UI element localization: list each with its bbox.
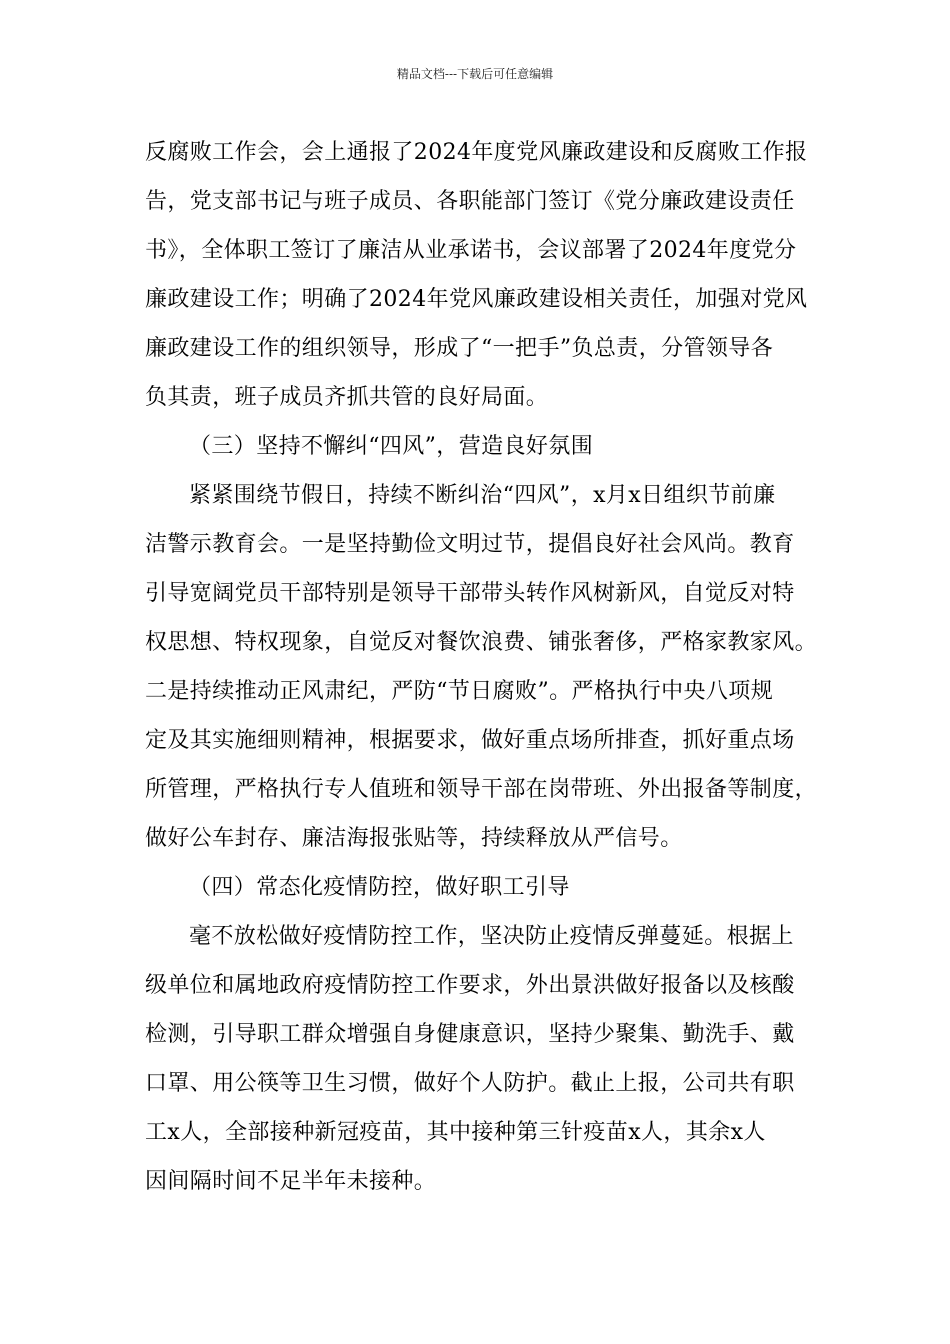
text-line: 二是持续推动正风肃纪，严防“节日腐败”。严格执行中央八项规 xyxy=(145,679,774,704)
text-line: 口罩、用公筷等卫生习惯，做好个人防护。截止上报，公司共有职 xyxy=(145,1071,795,1096)
text-line: 因间隔时间不足半年未接种。 xyxy=(145,1169,437,1194)
text-line: 书》，全体职工签订了廉洁从业承诺书，会议部署了2024年度党分 xyxy=(145,238,797,263)
text-line: 定及其实施细则精神，根据要求，做好重点场所排查，抓好重点场 xyxy=(145,728,795,753)
text-line: 工x人，全部接种新冠疫苗，其中接种第三针疫苗x人，其余x人 xyxy=(145,1120,766,1145)
text-line: 级单位和属地政府疫情防控工作要求，外出景洪做好报备以及核酸 xyxy=(145,973,795,998)
text-line: 检测，引导职工群众增强自身健康意识，坚持少聚集、勤洗手、戴 xyxy=(145,1022,795,1047)
text-line: 紧紧围绕节假日，持续不断纠治“四风”，x月x日组织节前廉 xyxy=(189,483,776,508)
text-line: 做好公车封存、廉洁海报张贴等，持续释放从严信号。 xyxy=(145,826,683,851)
section-heading: （三）坚持不懈纠“四风”，营造良好氛围 xyxy=(189,434,594,459)
text-line: 廉政建设工作的组织领导，形成了“一把手”负总责，分管领导各 xyxy=(145,336,774,361)
text-line: 告，党支部书记与班子成员、各职能部门签订《党分廉政建设责任 xyxy=(145,189,795,214)
text-line: 权思想、特权现象，自觉反对餐饮浪费、铺张奢侈，严格家教家风。 xyxy=(145,630,818,655)
section-heading: （四）常态化疫情防控，做好职工引导 xyxy=(189,875,570,900)
page-header: 精品文档---下载后可任意编辑 xyxy=(396,67,554,81)
text-line: 毫不放松做好疫情防控工作，坚决防止疫情反弹蔓延。根据上 xyxy=(189,924,794,949)
text-line: 引导宽阔党员干部特别是领导干部带头转作风树新风，自觉反对特 xyxy=(145,581,795,606)
text-line: 反腐败工作会，会上通报了2024年度党风廉政建设和反腐败工作报 xyxy=(145,140,808,165)
document-body xyxy=(145,128,817,1206)
text-line: 廉政建设工作；明确了2024年党风廉政建设相关责任，加强对党风 xyxy=(145,287,808,312)
text-line: 所管理，严格执行专人值班和领导干部在岗带班、外出报备等制度， xyxy=(145,777,818,802)
text-line: 负其责，班子成员齐抓共管的良好局面。 xyxy=(145,385,549,410)
text-line: 洁警示教育会。一是坚持勤俭文明过节，提倡良好社会风尚。教育 xyxy=(145,532,795,557)
